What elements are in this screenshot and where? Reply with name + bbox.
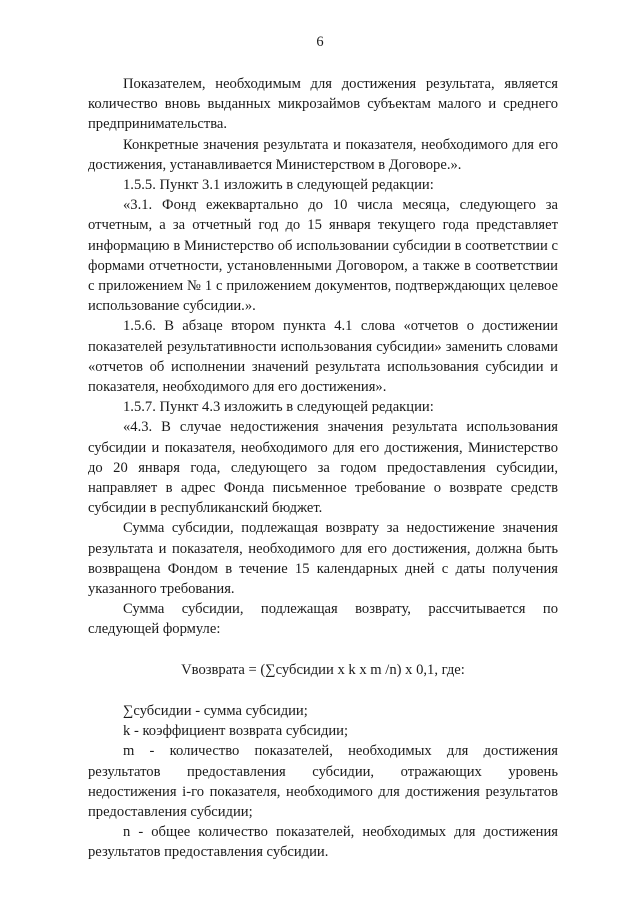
paragraph-indicator: Показателем, необходимым для достижения результата, является количество вновь выданных микрозаймов субъектам малого и среднего предпринимательства.: [88, 76, 558, 133]
page-number: 6: [316, 34, 324, 50]
paragraph-refund-amount: Сумма субсидии, подлежащая возврату за недостижение значения результата и показателя, необходимого для его достижения, должна быть возвращена Фондом в течение 15 календарных дней с даты получения указанного требования.: [88, 520, 558, 598]
paragraph-clause-4-3: «4.3. В случае недостижения значения результата использования субсидии и показателя, необходимого для его достижения, Министерство до 20 января года, следующего за годом предоставления субсидии, направляет в адрес Фонда письменное требование о возврате средств субсидии в республиканский бюджет.: [88, 419, 558, 517]
paragraph-item-1-5-5: 1.5.5. Пункт 3.1 изложить в следующей редакции:: [123, 177, 434, 194]
definition-m: m - количество показателей, необходимых для достижения результатов предоставления субсидии, отражающих уровень недостижения i-го показателя, необходимого для достижения результатов предоставления субсидии;: [88, 743, 558, 820]
paragraph-item-1-5-6: 1.5.6. В абзаце втором пункта 4.1 слова «отчетов о достижении показателей результативности использования субсидии» заменить словами «отчетов об исполнении значений результата использования субсидии и показателя, необходимого для его достижения».: [88, 318, 558, 396]
formula: Vвозврата = (∑субсидии х k х m /n) х 0,1, где:: [181, 661, 465, 678]
document-body: [88, 74, 558, 863]
definition-n: n - общее количество показателей, необходимых для достижения результатов предоставления субсидии.: [88, 824, 558, 861]
paragraph-specific-values: Конкретные значения результата и показателя, необходимого для его достижения, устанавливается Министерством в Договоре.».: [88, 136, 558, 173]
paragraph-formula-intro: Сумма субсидии, подлежащая возврату, рассчитывается по следующей формуле:: [88, 601, 558, 638]
definition-k: k - коэффициент возврата субсидии;: [123, 723, 349, 740]
paragraph-item-1-5-7: 1.5.7. Пункт 4.3 изложить в следующей редакции:: [123, 399, 434, 416]
paragraph-clause-3-1: «3.1. Фонд ежеквартально до 10 числа месяца, следующего за отчетным, а за отчетный год до 15 января текущего года представляет информацию в Министерство об использовании субсидии в соответствии с формами отчетности, установленными Договором, а также в соответствии с приложением № 1 с приложением документов, подтверждающих целевое использование субсидии.».: [88, 197, 558, 315]
definition-sum-subsidy: ∑субсидии - сумма субсидии;: [123, 702, 308, 719]
